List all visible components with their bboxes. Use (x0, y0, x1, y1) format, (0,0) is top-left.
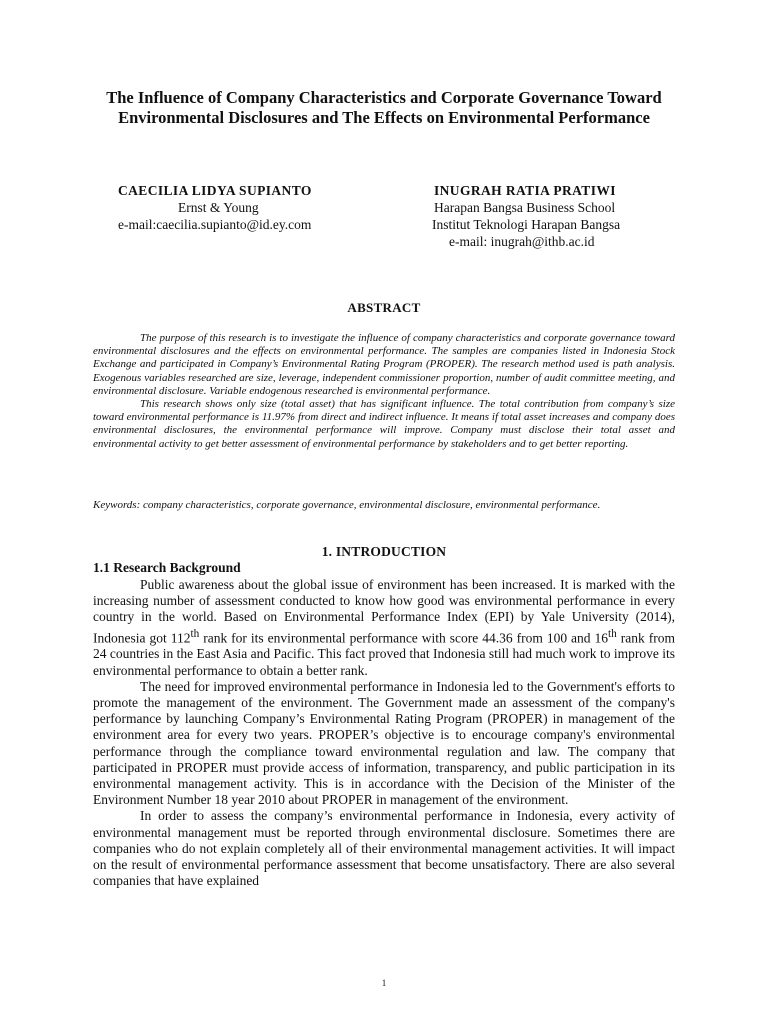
abstract-paragraph: The purpose of this research is to investigate the influence of company characteristics and corporate governance toward environmental disclosures and the effects on environmental performance. The samples are companies listed in Indonesia Stock Exchange and participated in Company’s Environmental Rating Program (PROPER). The research method used is path analysis. Exogenous variables researched are size, leverage, independent commissioner proportion, number of audit committee meeting, and environmental disclosure. Variable endogenous researched is environmental performance. (93, 332, 675, 397)
body-text-segment: Public awareness about the global issue of environment has been increased. It is marked with the increasing number of assessment conducted to know how good was environmental performance in every country in the world. Based on Environmental Performance Index (EPI) by Yale University (2014), Indonesia got 112 (93, 577, 675, 646)
abstract-body (93, 332, 675, 451)
superscript: th (608, 627, 617, 640)
body-text-segment: rank from 24 countries in the East Asia and Pacific. This fact proved that Indonesia still had much work to improve its environmental performance to obtain a better rank. (93, 630, 675, 678)
author-block-2 (432, 182, 682, 250)
author-name: CAECILIA LIDYA SUPIANTO (118, 183, 312, 198)
author-email: e-mail:caecilia.supianto@id.ey.com (118, 217, 312, 232)
section-heading: 1. INTRODUCTION (321, 544, 447, 559)
author-block-1 (118, 182, 368, 233)
subsection-heading: 1.1 Research Background (93, 560, 241, 575)
body-paragraph: In order to assess the company’s environmental performance in Indonesia, every activity of environmental management must be reported through environmental disclosure. Sometimes there are companies who do not explain completely all of their environmental management activities. It will impact on the result of environmental performance assessment that become unsatisfactory. There are also several companies that have explained (93, 808, 675, 889)
body-paragraph (93, 577, 675, 679)
introduction-body (93, 577, 675, 889)
author-affiliation-2: Institut Teknologi Harapan Bangsa (432, 217, 621, 232)
author-affiliation: Harapan Bangsa Business School (434, 200, 616, 215)
abstract-paragraph: This research shows only size (total asset) that has significant influence. The total contribution from company’s size toward environmental performance is 11.97% from direct and indirect influence. It means if total asset increases and company does environmental disclosures, the environmental performance will improve. Company must disclose their total asset and environmental activity to get better assessment of environmental performance by stakeholders and to get better reporting. (93, 398, 675, 450)
author-affiliation: Ernst & Young (178, 200, 259, 215)
author-name: INUGRAH RATIA PRATIWI (434, 183, 616, 198)
abstract-heading: ABSTRACT (347, 300, 421, 315)
body-text-segment: rank for its environmental performance with score 44.36 from 100 and 16 (199, 630, 609, 646)
superscript: th (190, 627, 200, 640)
page-number: 1 (381, 978, 387, 988)
body-paragraph: The need for improved environmental performance in Indonesia led to the Government's efforts to promote the management of the environment. The Government made an assessment of the company's performance by launching Company’s Environmental Rating Program (PROPER) in management of the environment area for every two years. PROPER’s objective is to encourage company's environmental performance through the compliance toward environmental regulation and law. The company that participated in PROPER must provide access of information, transparency, and public participation in its environmental management activity. This is in accordance with the Decision of the Minister of the Environment Number 18 year 2010 about PROPER in management of the environment. (93, 678, 675, 808)
paper-title: The Influence of Company Characteristics and Corporate Governance Toward Environmental Disclosures and The Effects on Environmental Performance (106, 88, 662, 127)
keywords: Keywords: company characteristics, corporate governance, environmental disclosure, environmental performance. (93, 499, 601, 511)
author-email: e-mail: inugrah@ithb.ac.id (449, 234, 595, 249)
